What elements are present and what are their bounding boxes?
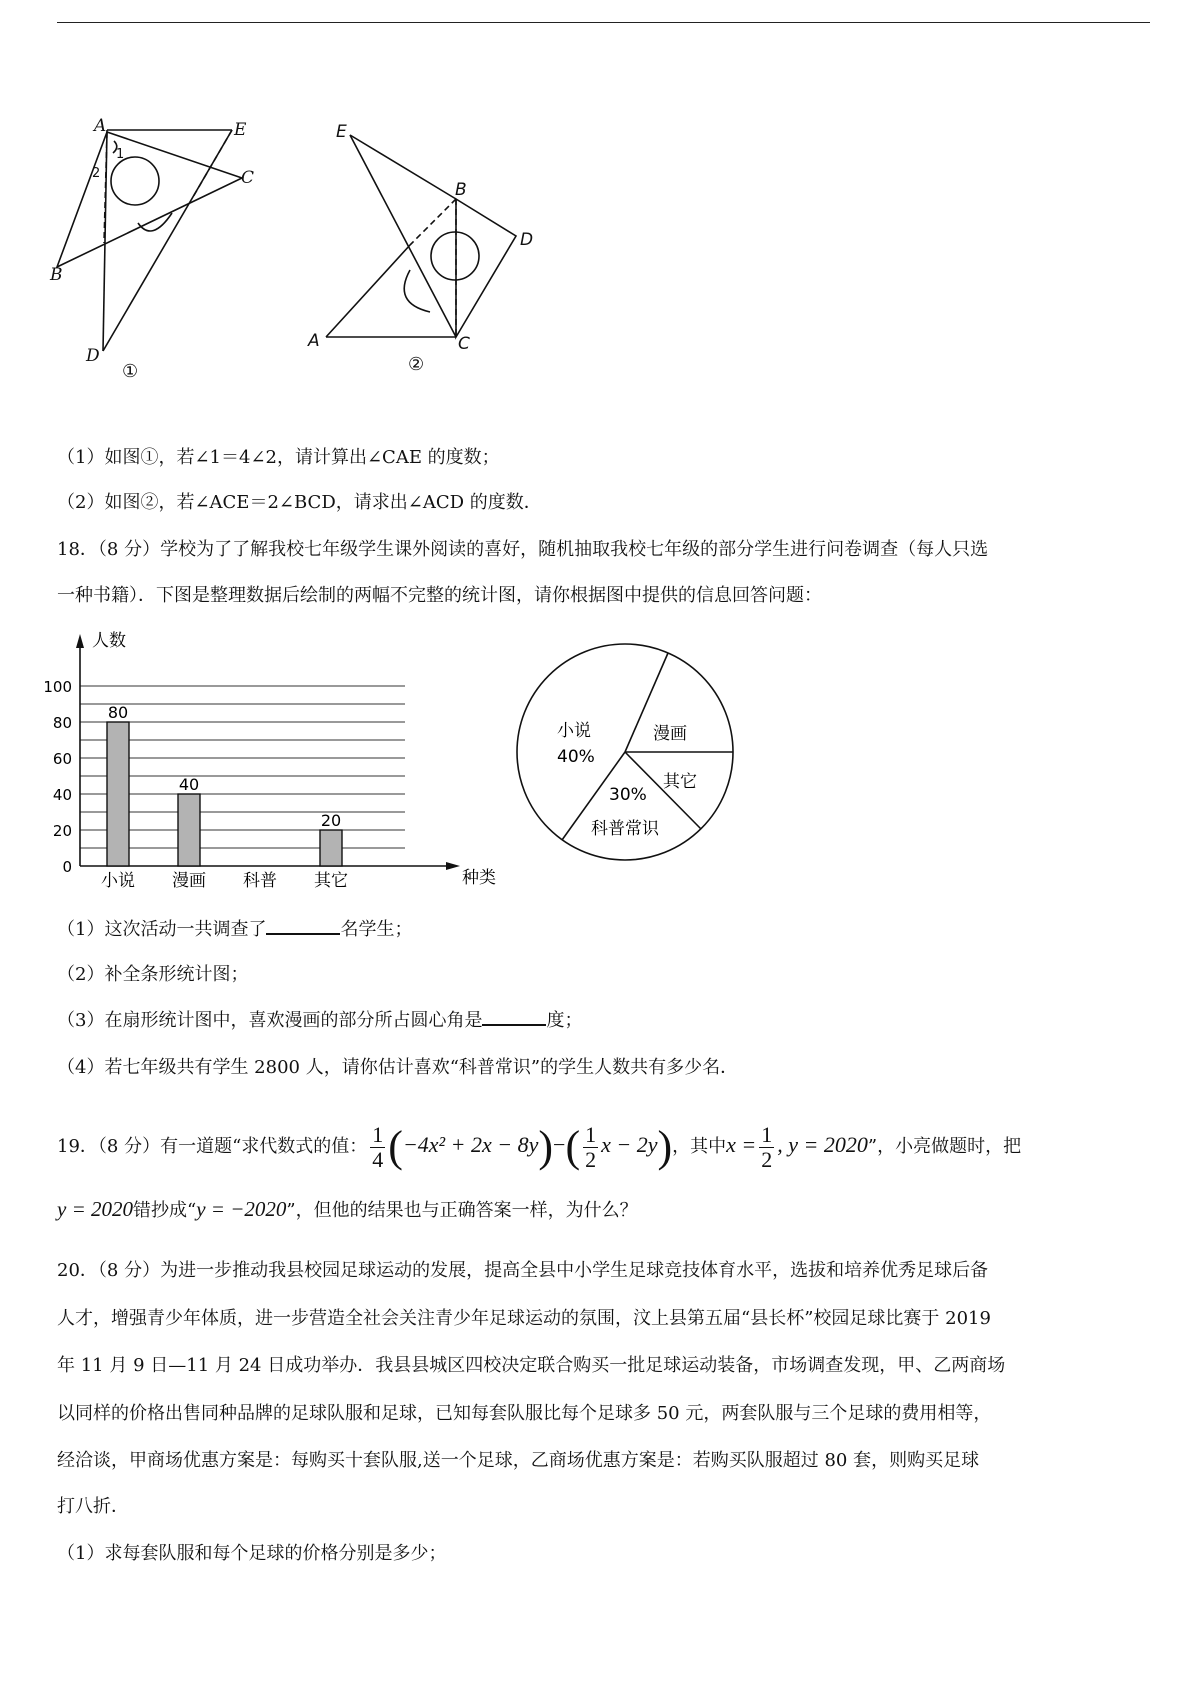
expr-inner-2: x − 2y: [601, 1132, 658, 1157]
bar-y-tick-label: 0: [62, 858, 72, 876]
bar-data-label: 20: [320, 811, 342, 830]
figure-2: [300, 115, 550, 385]
q17-part-2: （2）如图②，若∠ACE＝2∠BCD，请求出∠ACD 的度数．: [57, 492, 542, 513]
q18-part-1-text-b: 名学生；: [340, 919, 413, 940]
bar-mark: [107, 722, 129, 866]
paren-close-1: ): [538, 1122, 554, 1171]
q18-part-3: [57, 1008, 582, 1034]
bar-chart: [43, 630, 510, 891]
paren-close-2: ): [657, 1122, 673, 1171]
fig1-label-E: E: [234, 120, 247, 140]
q18-part-4: （4）若七年级共有学生 2800 人，请你估计喜欢“科普常识”的学生人数共有多少名．: [57, 1057, 739, 1078]
answer-blank-1[interactable]: [266, 917, 340, 935]
y-wrong: y = −2020: [196, 1197, 287, 1221]
fig1-label-A: A: [94, 116, 107, 136]
q20-line-1: 20．（8 分）为进一步推动我县校园足球运动的发展，提高全县中小学生足球竞技体育水平，选拔和培养优秀足球后备: [57, 1260, 989, 1281]
answer-blank-2[interactable]: [482, 1008, 546, 1026]
q19-where: ，其中: [672, 1136, 727, 1157]
paren-open-1: (: [388, 1122, 403, 1171]
fig1-angle-label-2: 2: [92, 166, 101, 181]
fig2-label-E: E: [336, 122, 347, 142]
bar-y-tick-label: 20: [52, 822, 72, 840]
fig1-hole: [111, 157, 159, 205]
fig1-line-ED: [103, 130, 232, 351]
fraction-one-half-b: $\frac{1}{2}$: [761, 1121, 773, 1172]
q18-part-2: （2）补全条形统计图；: [57, 964, 249, 985]
bar-x-ticks: [101, 870, 348, 891]
bar-y-tick-label: 100: [43, 678, 72, 696]
q19-lead: 19．（8 分）有一道题“求代数式的值：: [57, 1136, 368, 1157]
y-value: y = 2020: [57, 1197, 133, 1221]
q20-line-3: 年 11 月 9 日—11 月 24 日成功举办．我县县城区四校决定联合购买一批足球运动装备，市场调查发现，甲、乙两商场: [57, 1355, 1006, 1376]
bar-y-arrow: [76, 634, 84, 648]
q18-part-1: [57, 917, 412, 943]
pie-label-novel: 小说: [557, 721, 591, 741]
q19-line-1: [57, 1115, 1021, 1177]
fig2-label-A: A: [308, 331, 320, 351]
fig2-line-AB: [326, 245, 410, 337]
pie-value-novel: 40%: [557, 747, 595, 767]
header-rule: [57, 22, 1150, 23]
fig2-arc: [404, 270, 430, 312]
fig1-label-B: B: [50, 265, 63, 285]
bar-y-axis-label: 人数: [92, 631, 126, 651]
fig1-arc: [138, 213, 172, 231]
fig2-hole: [431, 232, 479, 280]
bar-x-arrow: [446, 862, 460, 870]
minus-sign: −: [553, 1132, 566, 1157]
bar-data-label: 80: [107, 703, 129, 722]
q20-line-4: 以同样的价格出售同种品牌的足球队服和足球，已知每套队服比每个足球多 50 元，两套队服与三个足球的费用相等，: [57, 1403, 992, 1424]
fraction-one-quarter: $\frac{1}{4}$: [372, 1121, 384, 1172]
bar-x-tick-label: 科普: [243, 871, 277, 891]
pie-chart: [505, 640, 745, 880]
bar-x-tick-label: 小说: [101, 871, 135, 891]
bar-y-tick-label: 80: [52, 714, 72, 732]
bar-x-tick-label: 漫画: [172, 871, 206, 891]
pie-label-science: 科普常识: [591, 819, 659, 839]
q19-tail: ”，小亮做题时，把: [867, 1136, 1022, 1157]
q17-part-1: （1）如图①，若∠1＝4∠2，请计算出∠CAE 的度数；: [57, 447, 500, 468]
fig2-label-B: B: [455, 180, 467, 200]
fig2-label-D: D: [520, 230, 534, 250]
q20-line-5: 经洽谈，甲商场优惠方案是：每购买十套队服,送一个足球，乙商场优惠方案是：若购买队服超过 80 套，则购买足球: [57, 1450, 980, 1471]
paren-open-2: (: [565, 1122, 581, 1171]
fig2-line-EC: [350, 135, 456, 337]
q18-part-3-text-a: （3）在扇形统计图中，喜欢漫画的部分所占圆心角是: [57, 1010, 483, 1031]
fig1-label-C: C: [241, 168, 255, 188]
bar-x-tick-label: 其它: [314, 871, 348, 891]
fig2-caption: ②: [408, 354, 425, 375]
x-eq: x =: [726, 1132, 757, 1157]
fig2-dashed-1: [410, 199, 456, 245]
bar-x-axis-label: 种类: [462, 868, 496, 888]
bar-y-ticks: [43, 678, 72, 876]
q18-part-1-text-a: （1）这次活动一共调查了: [57, 919, 267, 940]
pie-value-science: 30%: [609, 785, 647, 805]
pie-label-other: 其它: [663, 772, 697, 792]
y-eq: , y = 2020: [777, 1132, 868, 1157]
fig1-caption: ①: [122, 361, 139, 382]
q20-line-2: 人才，增强青少年体质，进一步营造全社会关注青少年足球运动的氛围，汶上县第五届“县长杯”校园足球比赛于 2019: [57, 1308, 991, 1329]
fig1-label-D: D: [86, 346, 100, 366]
expr-inner-1: −4x² + 2x − 8y: [402, 1132, 539, 1157]
bar-marks: [107, 703, 342, 866]
fig1-angle-label-1: 1: [116, 147, 125, 162]
bar-mark: [320, 830, 342, 866]
q19-line-2-b: ”，但他的结果也与正确答案一样，为什么？: [286, 1200, 638, 1221]
fig2-triangle-BCD: [456, 199, 516, 337]
q19-line-2: [57, 1196, 638, 1224]
bar-data-label: 40: [178, 775, 200, 794]
q18-intro-line-2: 一种书籍）．下图是整理数据后绘制的两幅不完整的统计图，请你根据图中提供的信息回答问题：: [57, 585, 822, 606]
bar-y-tick-label: 60: [52, 750, 72, 768]
bar-y-tick-label: 40: [52, 786, 72, 804]
q19-line-2-a: 错抄成“: [133, 1200, 197, 1221]
pie-label-comic: 漫画: [653, 724, 687, 744]
fraction-one-half-a: $\frac{1}{2}$: [585, 1121, 597, 1172]
q20-line-6: 打八折．: [57, 1496, 129, 1517]
fig2-label-C: C: [458, 334, 470, 354]
q20-part-1: （1）求每套队服和每个足球的价格分别是多少；: [57, 1543, 447, 1564]
q18-part-3-text-b: 度；: [546, 1010, 583, 1031]
bar-mark: [178, 794, 200, 866]
figure-1: [50, 115, 280, 385]
q18-intro-line-1: 18．（8 分）学校为了了解我校七年级学生课外阅读的喜好，随机抽取我校七年级的部分学生进行问卷调查（每人只选: [57, 539, 989, 560]
